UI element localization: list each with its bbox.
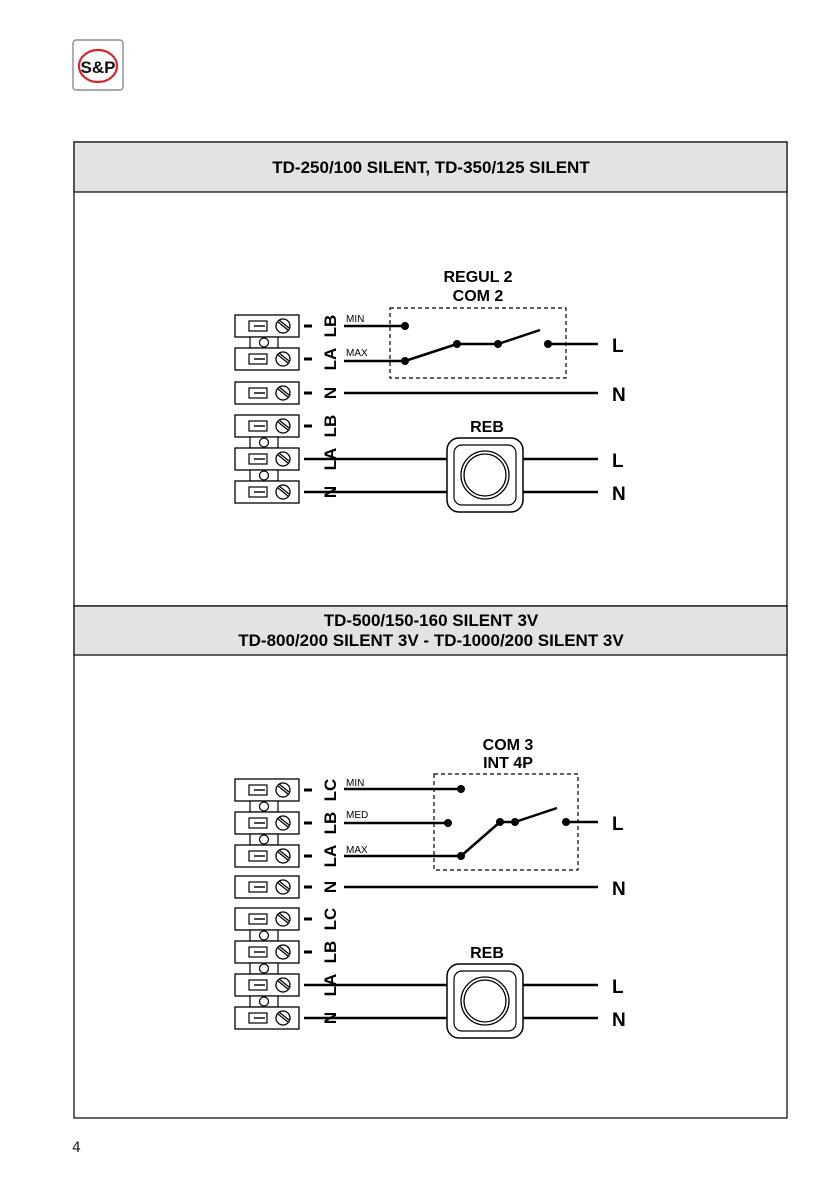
com3-wiring [344,785,598,887]
line-label-l-lower-2: L [612,977,624,998]
page-number: 4 [72,1140,81,1156]
terminal-block-upper-1 [235,315,312,404]
section-1 [74,142,787,606]
reb-control-2 [447,964,523,1038]
com3-title-line-2: INT 4P [483,755,533,772]
terminal-block-lower-1 [235,415,312,503]
terminal-block-upper-2 [235,779,312,898]
wire-label-min: MIN [346,314,365,325]
line-label-n-upper-2: N [612,879,626,900]
reb-label-2: REB [470,945,504,962]
line-label-n-lower-2: N [612,1010,626,1031]
terminal-label-lc: LC [321,778,340,802]
wire-label-max: MAX [346,348,368,359]
section-1-frame [74,142,787,606]
terminal-label-lb-2: LB [321,811,340,835]
terminal-label-lc-lower: LC [321,907,340,931]
terminal-block-lower-2 [235,908,312,1029]
regul2-wiring [344,322,598,393]
line-label-n-lower: N [612,484,626,505]
section-1-title: TD-250/100 SILENT, TD-350/125 SILENT [272,158,590,177]
reb-label-1: REB [470,419,504,436]
logo-text: S&P [80,58,116,77]
regul2-title-line-2: COM 2 [452,288,504,305]
terminal-label-la-lower: LA [321,447,340,471]
wire-label-max-2: MAX [346,845,368,856]
wire-label-med: MED [346,810,369,821]
section-2 [74,606,787,1118]
terminal-label-n: N [321,386,340,400]
terminal-label-la-lower-2: LA [321,973,340,997]
section-2-frame [74,606,787,1118]
section-2-title-line-1: TD-500/150-160 SILENT 3V [323,611,539,630]
terminal-label-lb-lower-2: LB [321,940,340,964]
brand-logo [73,40,123,90]
line-label-l-upper-2: L [612,814,624,835]
terminal-label-lb-lower: LB [321,414,340,438]
line-label-l-lower: L [612,451,624,472]
section-2-title-line-2: TD-800/200 SILENT 3V - TD-1000/200 SILENT 3V [238,631,624,650]
com3-title-line-1: COM 3 [482,737,534,754]
reb-control-1 [447,438,523,512]
terminal-label-la-2: LA [321,844,340,868]
wire-label-min-2: MIN [346,778,365,789]
regul2-title-line-1: REGUL 2 [443,269,513,286]
terminal-label-n-2: N [321,880,340,894]
terminal-label-la: LA [321,347,340,371]
terminal-label-n-lower: N [321,485,340,499]
terminal-label-lb: LB [321,314,340,338]
line-label-l-upper: L [612,336,624,357]
terminal-label-n-lower-2: N [321,1011,340,1025]
line-label-n-upper: N [612,385,626,406]
